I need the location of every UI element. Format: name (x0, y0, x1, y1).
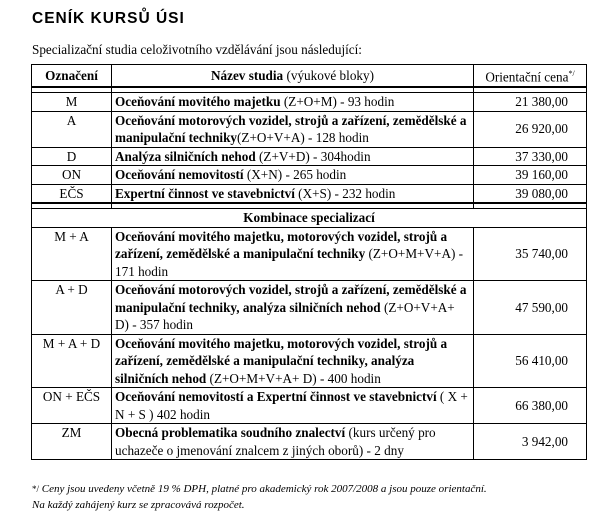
course-code: M + A (32, 227, 112, 281)
section-row (32, 209, 587, 228)
course-name-bold: Analýza silničních nehod (115, 148, 256, 164)
price-table (31, 64, 587, 460)
course-name-rest: (Z+O+M+V+A+ D) - 400 hodin (206, 370, 381, 386)
header-price-label: Orientační cena (485, 69, 569, 85)
course-name-bold: Oceňování nemovitostí a Expertní činnost ve stavebnictví (115, 389, 437, 404)
table-row (32, 388, 587, 424)
course-price: 35 740,00 (474, 227, 587, 281)
course-name (112, 334, 474, 388)
course-name-rest: (kurs určený pro uchazeče o jmenování znalcem z jiných oborů) - 2 dny (115, 425, 436, 458)
course-name-rest: (Z+O+M+V+A) - 171 hodin (115, 246, 464, 279)
header-price-mark: */ (568, 69, 575, 79)
course-code: M + A + D (32, 334, 112, 388)
header-code: Označení (32, 65, 112, 88)
course-name-rest: (Z+V+D) - 304hodin (255, 148, 371, 164)
section-heading: Kombinace specializací (32, 209, 587, 228)
course-price: 3 942,00 (474, 424, 587, 460)
course-name-rest: (X+N) - 265 hodin (243, 167, 347, 182)
course-name (112, 184, 474, 203)
table-row (32, 147, 587, 166)
table-row (32, 334, 587, 388)
course-name (112, 166, 474, 185)
course-name (112, 281, 474, 335)
intro-text: Specializační studia celoživotního vzdělávání jsou následující: (32, 42, 362, 57)
course-name (112, 227, 474, 281)
course-price: 47 590,00 (474, 281, 587, 335)
table-row (32, 166, 587, 185)
course-name-bold: Obecná problematika soudního znalectví (115, 425, 346, 440)
header-name-rest: (výukové bloky) (283, 67, 374, 83)
course-price: 26 920,00 (474, 111, 587, 147)
course-code: A + D (32, 281, 112, 335)
course-name-bold: Oceňování nemovitostí (115, 167, 244, 182)
table-row (32, 93, 587, 112)
course-code: ON + EČS (32, 388, 112, 424)
course-name-bold: Expertní činnost ve stavebnictví (115, 185, 295, 201)
course-price: 56 410,00 (474, 334, 587, 388)
course-name-rest: (X+S) - 232 hodin (294, 185, 396, 201)
course-name-bold: Oceňování movitého majetku (115, 94, 281, 109)
footnote-line-2: Na každý zahájený kurz se zpracovává rozpočet. (32, 499, 245, 511)
course-price: 39 080,00 (474, 184, 587, 203)
course-code: ON (32, 166, 112, 185)
footnote (32, 481, 487, 513)
table-header-row (32, 65, 587, 88)
course-price: 37 330,00 (474, 147, 587, 166)
course-name (112, 388, 474, 424)
course-name-bold: Oceňování movitého majetku, motorových vozidel, strojů a zařízení, zemědělské a manipulační techniky, analýza silničních nehod (115, 335, 448, 386)
table-row (32, 281, 587, 335)
course-name (112, 93, 474, 112)
course-name-rest: (Z+O+M) - 93 hodin (280, 94, 395, 109)
course-name (112, 111, 474, 147)
course-name-rest: (Z+O+V+A+ D) - 357 hodin (115, 299, 455, 332)
course-code: D (32, 147, 112, 166)
header-name-bold: Název studia (210, 67, 284, 83)
course-name (112, 147, 474, 166)
header-name (112, 65, 474, 88)
course-code: M (32, 93, 112, 112)
course-name (112, 424, 474, 460)
page-title: CENÍK KURSŮ ÚSI (32, 10, 185, 27)
course-code: A (32, 111, 112, 147)
table-row (32, 111, 587, 147)
course-price: 39 160,00 (474, 166, 587, 185)
course-name-rest: (Z+O+V+A) - 128 hodin (237, 130, 369, 145)
course-price: 21 380,00 (474, 93, 587, 112)
course-price: 66 380,00 (474, 388, 587, 424)
course-name-bold: Oceňování motorových vozidel, strojů a zařízení, zemědělské a manipulační techniky, analýza silničních nehod (115, 282, 467, 315)
table-row (32, 424, 587, 460)
course-name-rest: ( X + N + S ) 402 hodin (115, 389, 468, 422)
footnote-mark: */ (32, 484, 40, 494)
course-code: ZM (32, 424, 112, 460)
course-name-bold: Oceňování movitého majetku, motorových vozidel, strojů a zařízení, zemědělské a manipulační techniky (115, 228, 448, 261)
header-price (474, 65, 587, 88)
table-row (32, 227, 587, 281)
table-row (32, 184, 587, 203)
course-code: EČS (32, 184, 112, 203)
course-name-bold: Oceňování motorových vozidel, strojů a zařízení, zemědělské a manipulační techniky (115, 112, 467, 145)
footnote-line-1: Ceny jsou uvedeny včetně 19 % DPH, platné pro akademický rok 2007/2008 a jsou pouze orientační. (39, 483, 487, 495)
